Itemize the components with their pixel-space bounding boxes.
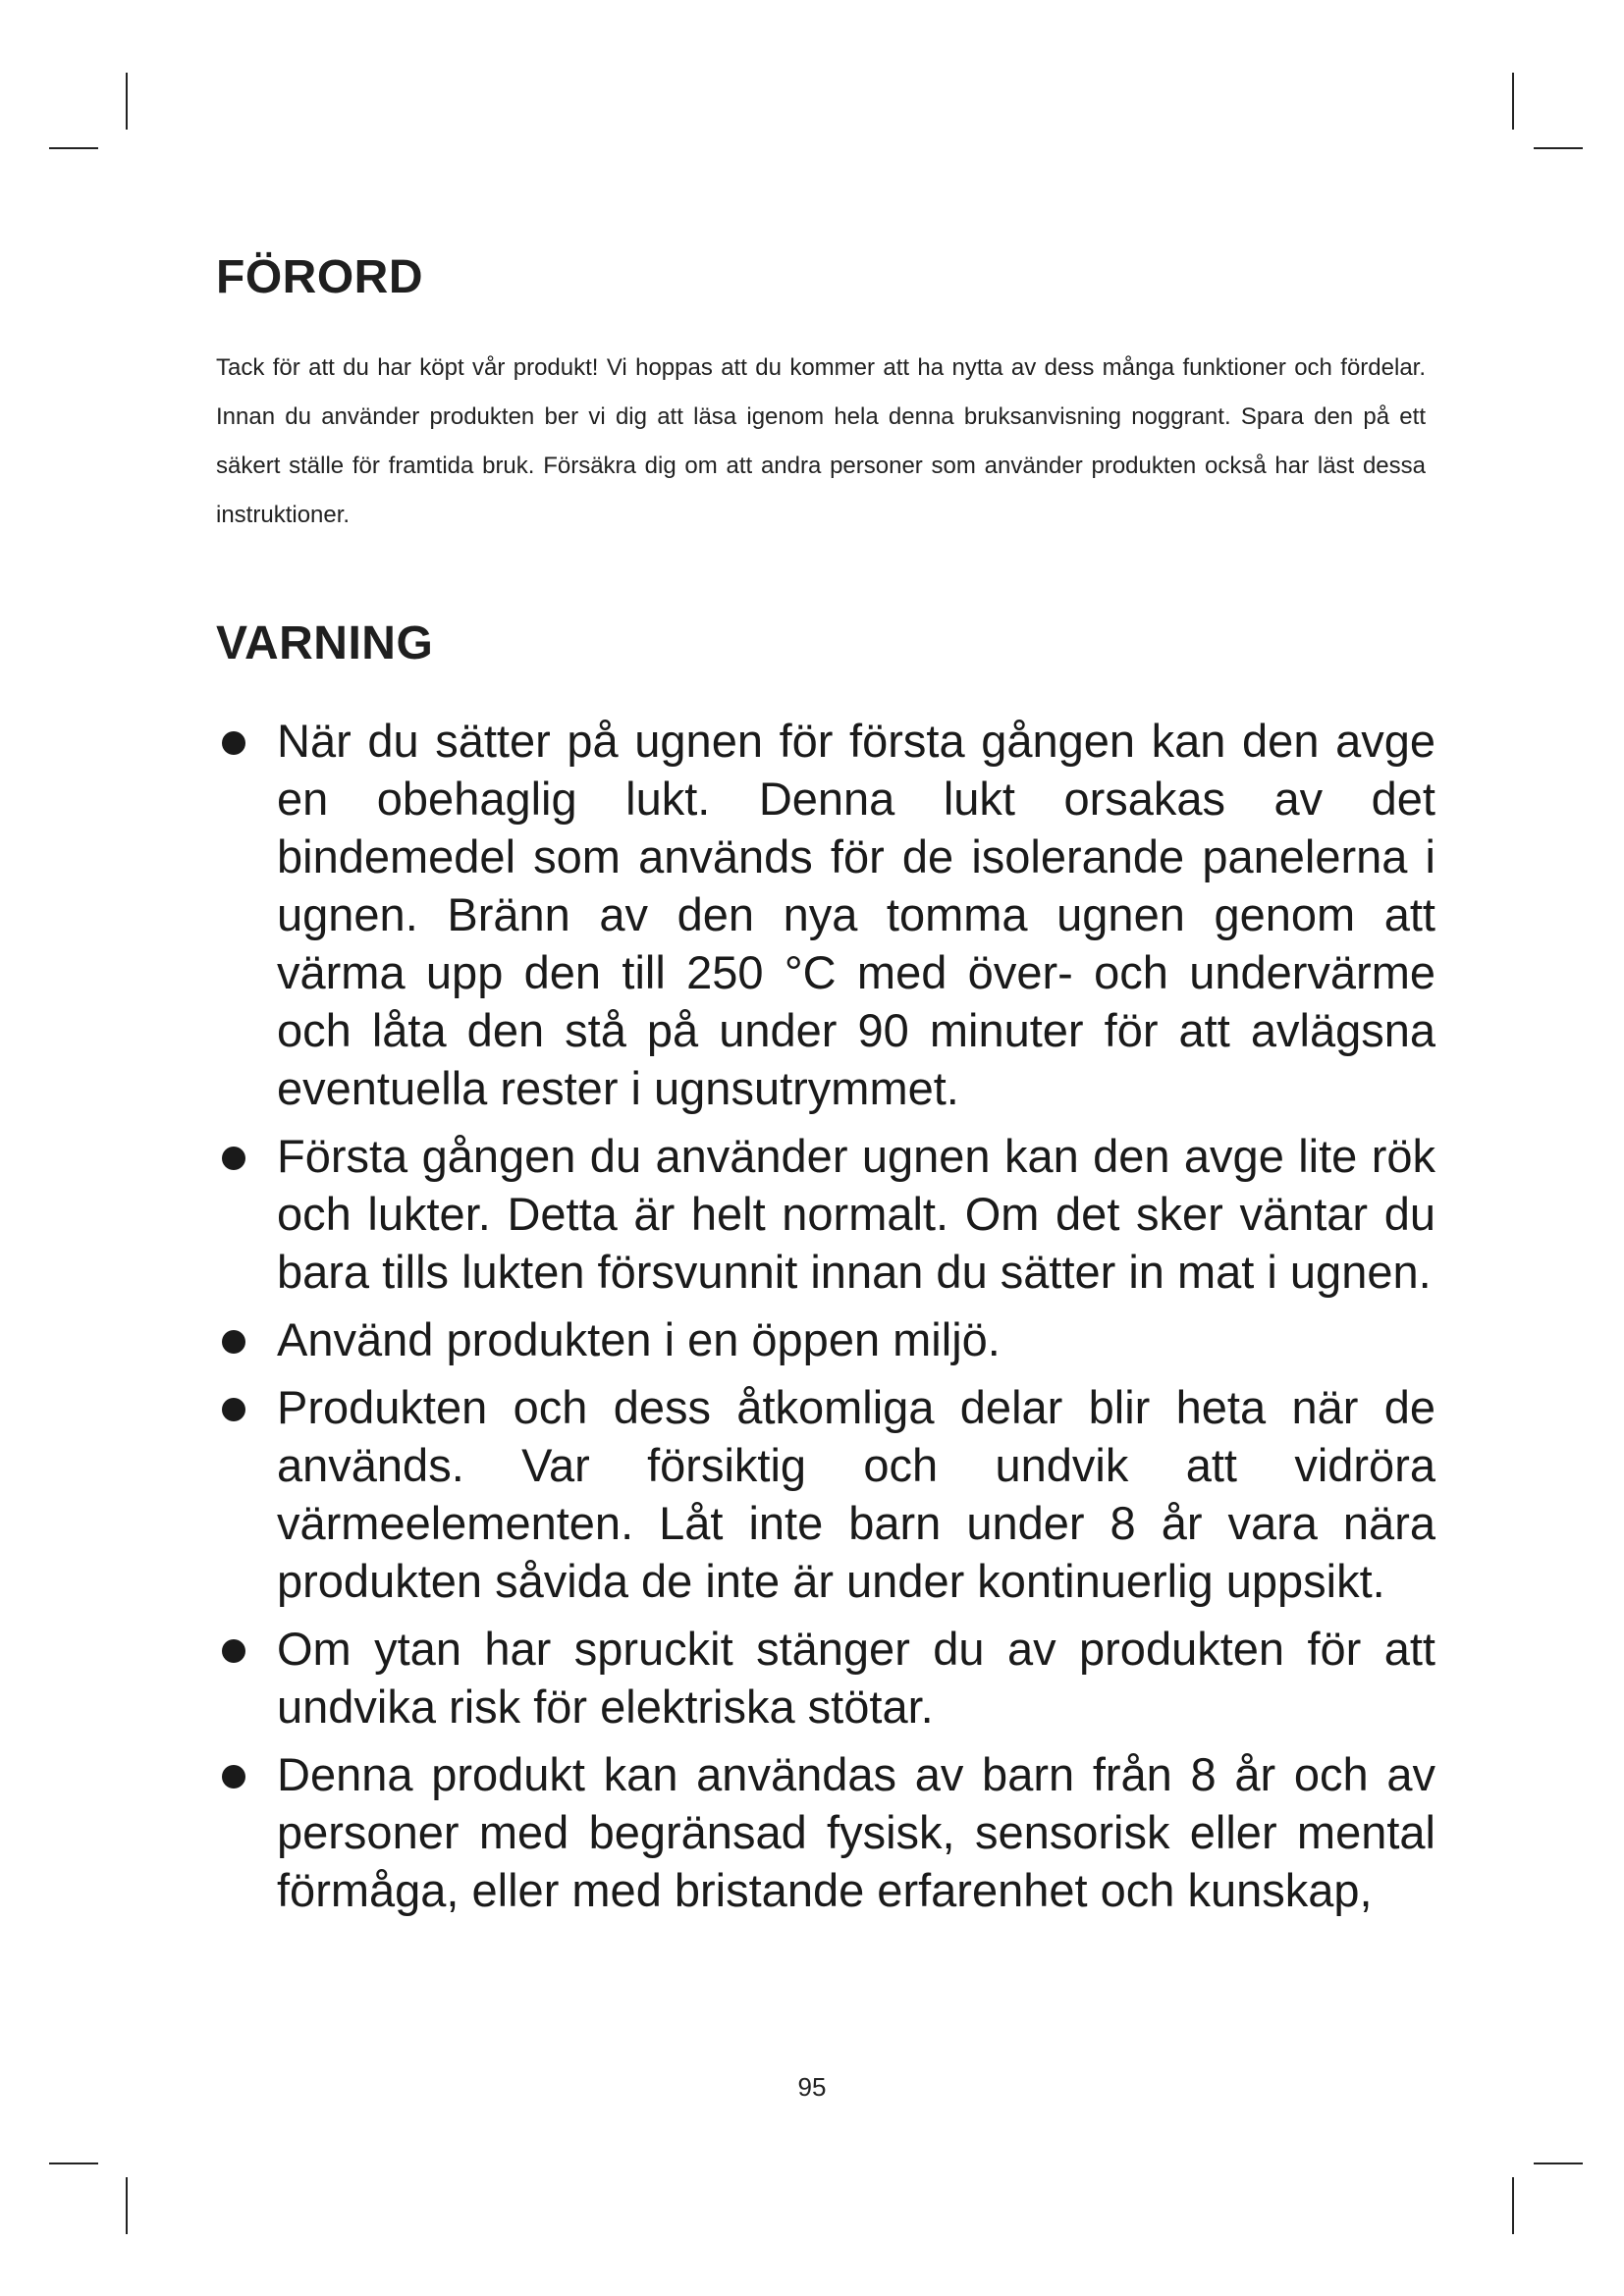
warning-list [226,712,1435,1919]
warning-text: Använd produkten i en öppen miljö. [277,1313,1001,1365]
warning-item [226,712,1435,1117]
bullet-icon [222,1398,245,1421]
crop-mark-top-left-horizontal [49,147,98,149]
bullet-icon [222,1639,245,1663]
warning-text: Denna produkt kan användas av barn från 8 år och av personer med begränsad fysisk, sensorisk eller mental förmåga, eller med bristande erfarenhet och kunskap, [277,1748,1435,1916]
warning-item [226,1127,1435,1301]
warning-item [226,1310,1435,1368]
crop-mark-top-right-vertical [1512,73,1514,130]
crop-mark-bottom-left-horizontal [49,2163,98,2164]
crop-mark-bottom-left-vertical [126,2177,128,2234]
page-number: 95 [797,2072,827,2102]
warning-text: Produkten och dess åtkomliga delar blir heta när de används. Var försiktig och undvik att vidröra värmeelementen. Låt inte barn under 8 år vara nära produkten såvida de inte är under kontinuerlig uppsikt. [277,1381,1435,1607]
varning-heading: VARNING [216,617,434,669]
warning-item [226,1745,1435,1919]
warning-text: Första gången du använder ugnen kan den avge lite rök och lukter. Detta är helt normalt. Om det sker väntar du bara tills lukten försvunnit innan du sätter in mat i ugnen. [277,1130,1435,1298]
crop-mark-bottom-right-vertical [1512,2177,1514,2234]
bullet-icon [222,1147,245,1170]
crop-mark-top-left-vertical [126,73,128,130]
warning-text: När du sätter på ugnen för första gången kan den avge en obehaglig lukt. Denna lukt orsakas av det bindemedel som används för de isolerande panelerna i ugnen. Bränn av den nya tomma ugnen genom att värma upp den till 250 °C med över- och undervärme och låta den stå på under 90 minuter för att avlägsna eventuella rester i ugnsutrymmet. [277,715,1435,1114]
crop-mark-top-right-horizontal [1534,147,1583,149]
warning-text: Om ytan har spruckit stänger du av produkten för att undvika risk för elektriska stötar. [277,1623,1435,1733]
bullet-icon [222,1330,245,1354]
bullet-icon [222,731,245,755]
bullet-icon [222,1765,245,1789]
warning-item [226,1378,1435,1610]
warning-item [226,1620,1435,1735]
forord-heading: FÖRORD [216,251,423,303]
page-content [216,250,1435,1929]
crop-mark-bottom-right-horizontal [1534,2163,1583,2164]
forord-paragraph: Tack för att du har köpt vår produkt! Vi hoppas att du kommer att ha nytta av dess många funktioner och fördelar. Innan du använder produkten ber vi dig att läsa igenom hela denna bruksanvisning noggrant. Spara den på ett säkert ställe för framtida bruk. Försäkra dig om att andra personer som använder produkten också har läst dessa instruktioner. [216,354,1426,528]
